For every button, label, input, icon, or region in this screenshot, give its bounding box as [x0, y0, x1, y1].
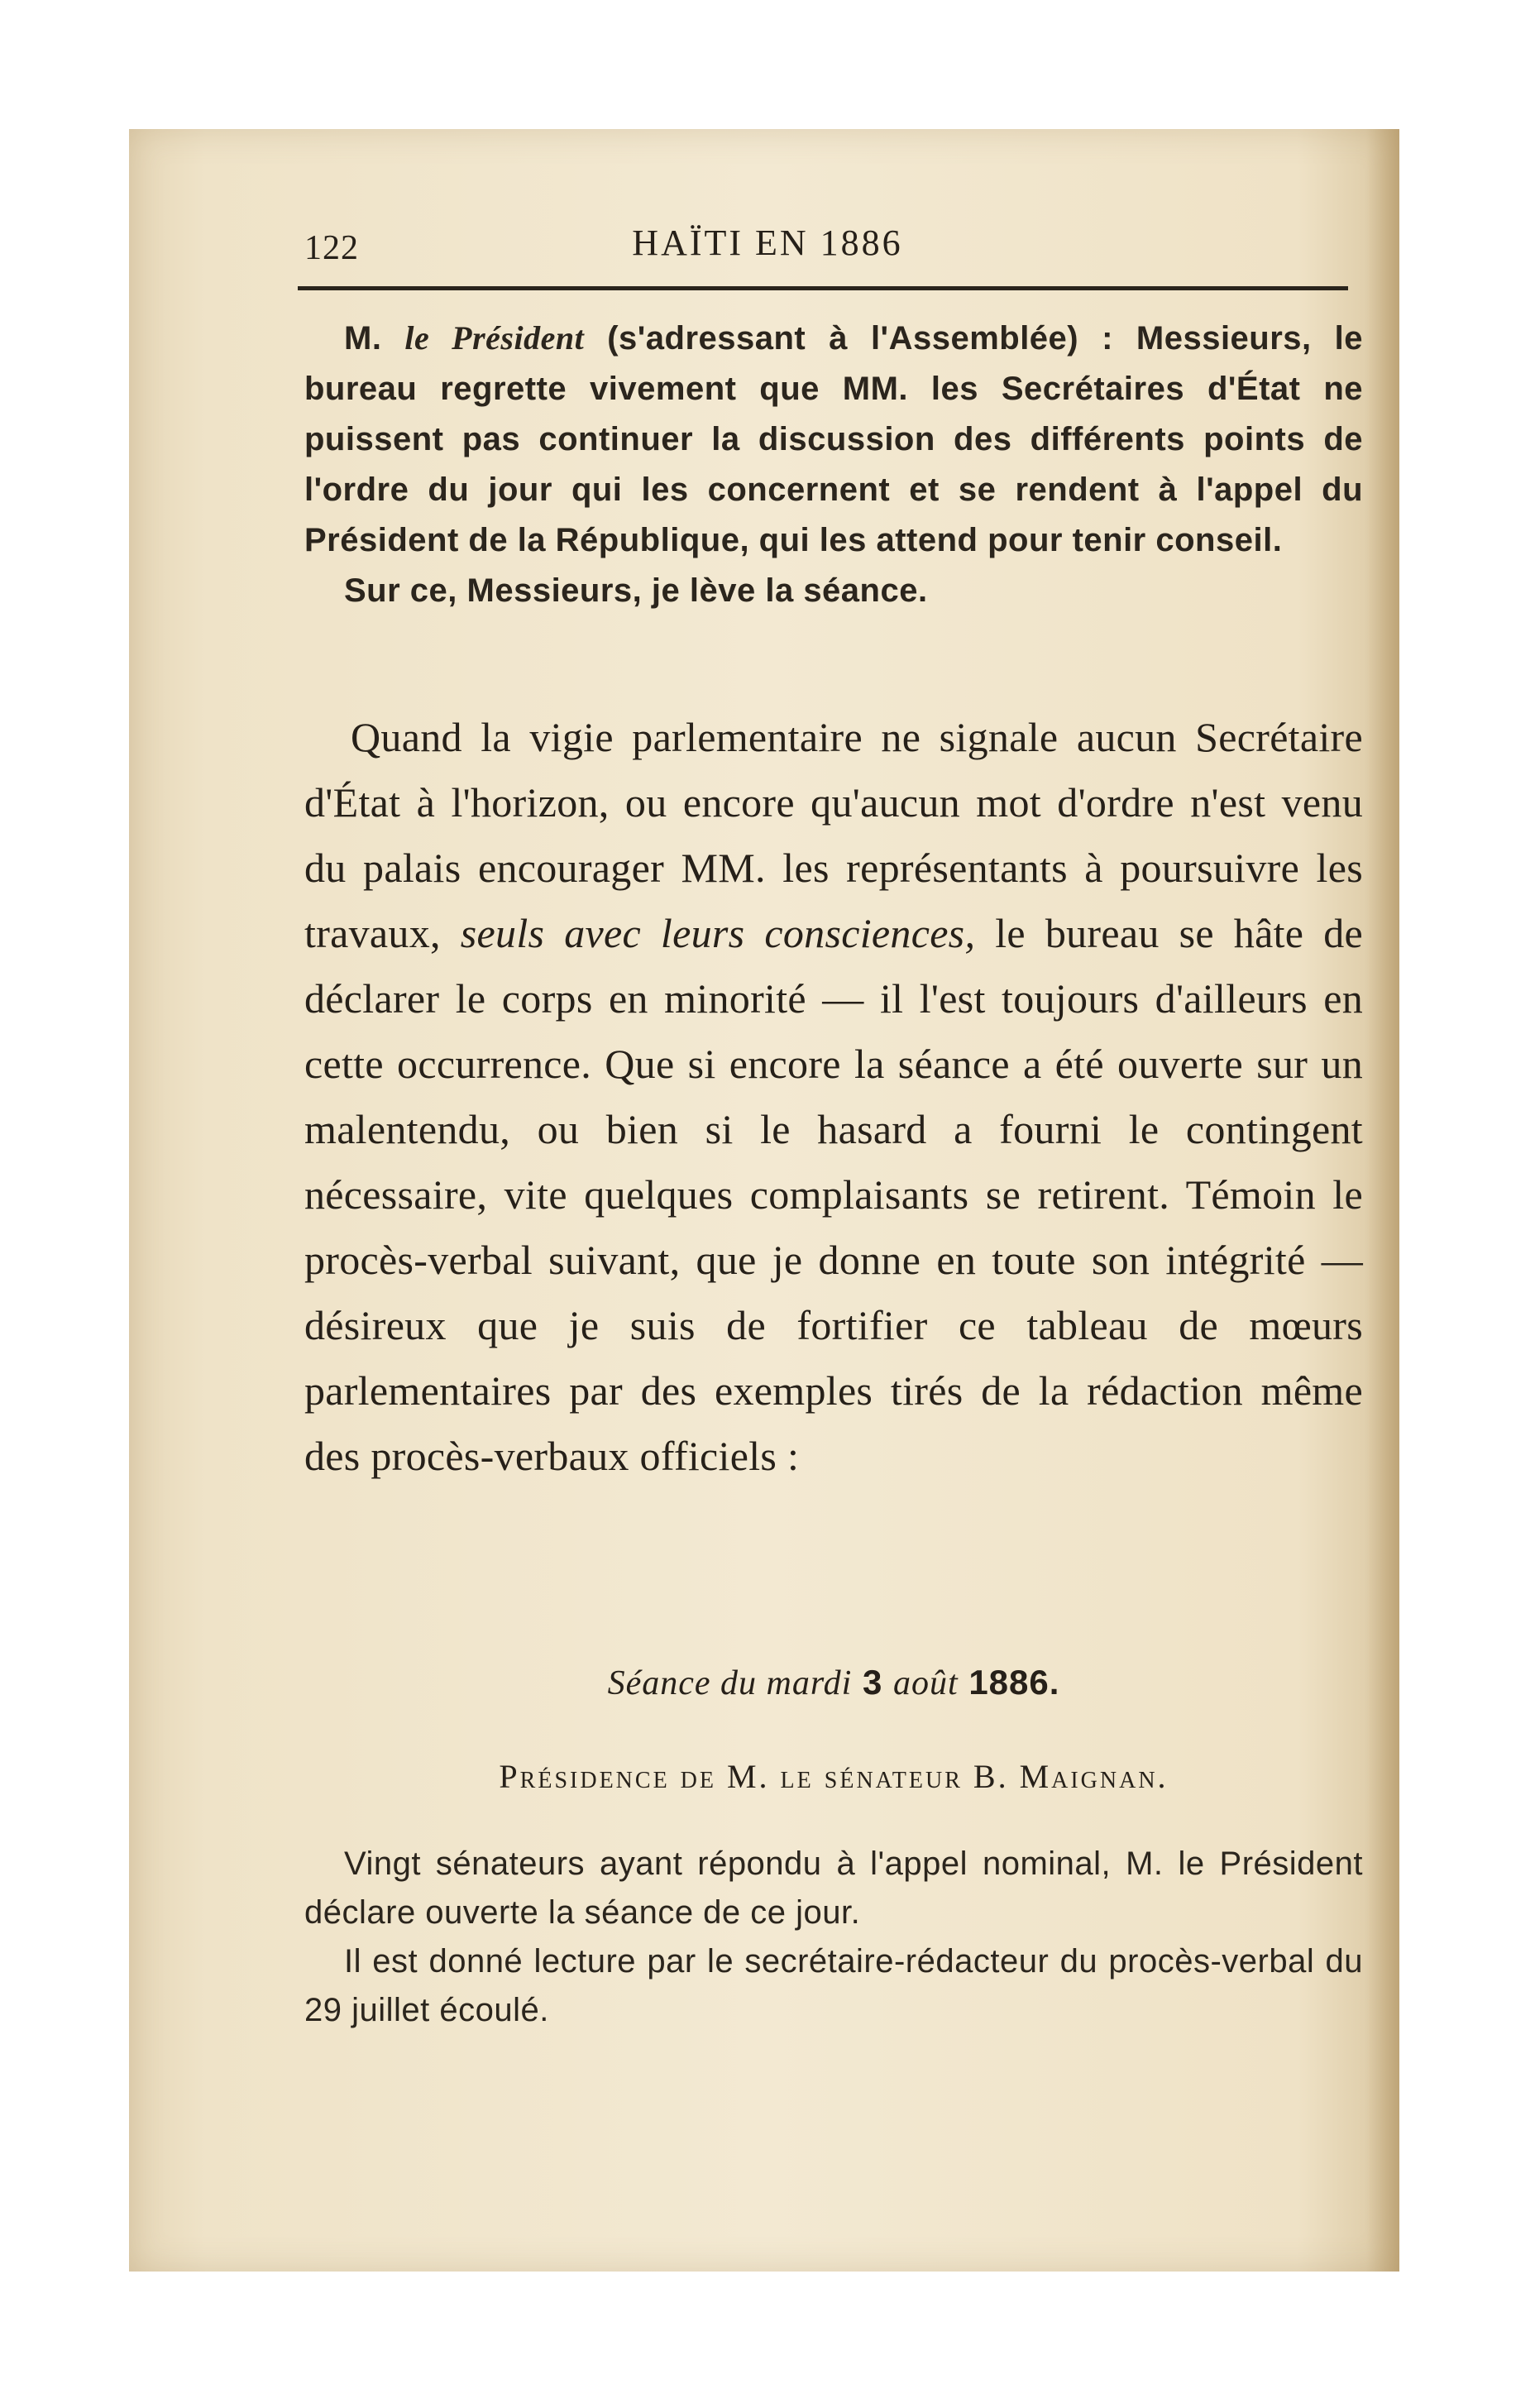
minutes-paragraph-2: Il est donné lecture par le secrétaire-rédacteur du procès-verbal du 29 juillet écoulé. — [304, 1943, 1363, 2028]
page-edge-shadow — [1366, 129, 1399, 2272]
presidence-heading: Présidence de M. le sénateur B. Maignan. — [499, 1758, 1169, 1795]
seance-year: 1886. — [968, 1663, 1060, 1702]
speech-text: (s'adressant à l'Assemblée) : Messieurs, le bureau regrette vivement que MM. les Secrétaires d'État ne puissent pas continuer la discussion des différents points de l'ordre du jour qui les concernent et se rendent à l'appel du Président de la République, qui les attend pour tenir conseil. — [304, 320, 1363, 558]
president-speech — [304, 313, 1363, 616]
speech-closing: Sur ce, Messieurs, je lève la séance. — [344, 572, 928, 609]
narrative-paragraph — [304, 705, 1363, 1489]
narrative-emphasis: seuls avec leurs consciences, — [460, 910, 976, 956]
speaker-title: le Président — [404, 319, 585, 357]
narrative-part-1: Quand la vigie parlementaire ne signale aucun Secrétaire d'État à l'horizon, ou encore qu'aucun mot d'ordre n'est venu du palais encourager MM. les représentants à poursuivre les travaux, — [304, 714, 1363, 956]
seance-heading — [304, 1663, 1363, 1703]
speaker: M. — [344, 320, 382, 357]
seance-day: 3 — [862, 1663, 883, 1702]
speech-paragraph — [304, 313, 1363, 566]
minutes-paragraph-1: Vingt sénateurs ayant répondu à l'appel nominal, M. le Président déclare ouverte la séance de ce jour. — [304, 1845, 1363, 1931]
seance-label: Séance du mardi — [607, 1664, 853, 1702]
running-title: HAÏTI EN 1886 — [632, 223, 903, 263]
page-number: 122 — [304, 229, 359, 267]
narrative-text — [304, 705, 1363, 1489]
seance-month: août — [892, 1664, 959, 1702]
narrative-part-2: le bureau se hâte de déclarer le corps en minorité — il l'est toujours d'ailleurs en cette occurrence. Que si encore la séance a été ouverte sur un malentendu, ou bien si le hasard a fourni le contingent nécessaire, vite quelques complaisants se retirent. Témoin le procès-verbal suivant, que je donne en toute son intégrité — désireux que je suis de fortifier ce tableau de mœurs parlementaires par des exemples tirés de la rédaction même des procès-verbaux officiels : — [304, 910, 1363, 1479]
page-header — [304, 222, 1363, 280]
header-rule — [298, 286, 1348, 290]
minutes-text — [304, 1840, 1363, 2035]
